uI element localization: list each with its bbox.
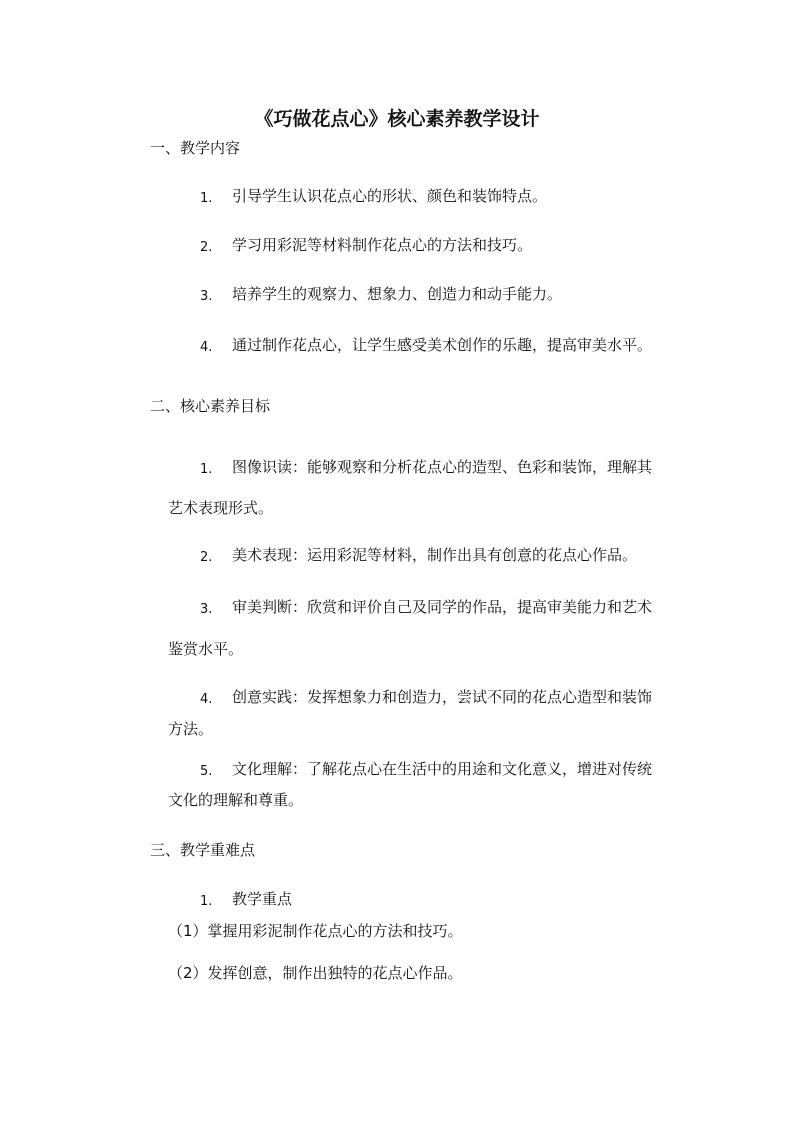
item-text-continuation: 鉴赏水平。 — [168, 640, 244, 658]
sub-item-text: （1）掌握用彩泥制作花点心的方法和技巧。 — [168, 922, 463, 940]
item-number: 3. — [200, 289, 213, 304]
section-heading-2: 二、核心素养目标 — [150, 397, 271, 415]
item-text: 通过制作花点心，让学生感受美术创作的乐趣，提高审美水平。 — [232, 336, 653, 354]
section-heading-1: 一、教学内容 — [150, 139, 241, 157]
section-heading-3: 三、教学重难点 — [150, 841, 256, 859]
sub-item-text: （2）发挥创意，制作出独特的花点心作品。 — [168, 964, 463, 982]
item-number: 3. — [200, 602, 213, 617]
item-text: 学习用彩泥等材料制作花点心的方法和技巧。 — [232, 236, 533, 254]
item-number: 4. — [200, 340, 213, 355]
document-title: 《巧做花点心》核心素养教学设计 — [254, 108, 540, 130]
item-text-continuation: 方法。 — [168, 720, 214, 738]
item-text: 教学重点 — [232, 890, 293, 908]
item-text: 引导学生认识花点心的形状、颜色和装饰特点。 — [232, 187, 548, 205]
item-text: 美术表现：运用彩泥等材料，制作出具有创意的花点心作品。 — [232, 546, 638, 564]
item-number: 1. — [200, 191, 213, 206]
item-number: 1. — [200, 894, 213, 909]
item-text: 培养学生的观察力、想象力、创造力和动手能力。 — [232, 285, 563, 303]
item-number: 2. — [200, 240, 213, 255]
item-text: 创意实践：发挥想象力和创造力，尝试不同的花点心造型和装饰 — [232, 688, 653, 706]
item-number: 2. — [200, 550, 213, 565]
item-text: 文化理解：了解花点心在生活中的用途和文化意义，增进对传统 — [232, 760, 653, 778]
item-text: 审美判断：欣赏和评价自己及同学的作品，提高审美能力和艺术 — [232, 598, 653, 616]
item-number: 4. — [200, 692, 213, 707]
item-text-continuation: 艺术表现形式。 — [168, 499, 274, 517]
item-number: 1. — [200, 462, 213, 477]
item-text-continuation: 文化的理解和尊重。 — [168, 791, 304, 809]
item-text: 图像识读：能够观察和分析花点心的造型、色彩和装饰，理解其 — [232, 458, 653, 476]
item-number: 5. — [200, 764, 213, 779]
